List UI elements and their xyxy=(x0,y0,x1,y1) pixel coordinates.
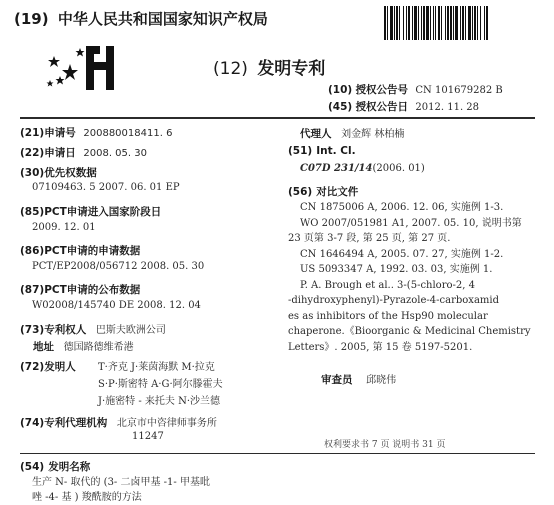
office-name: 中华人民共和国国家知识产权局 xyxy=(57,10,268,28)
reference-line: -dihydroxyphenyl)-Pyrazole-4-carboxamid xyxy=(288,295,499,306)
field-pct-app: (86)PCT申请的申请数据 xyxy=(20,245,141,257)
app-no-value: 200880018411. 6 xyxy=(83,128,173,139)
doc-type-label: 发明专利 xyxy=(257,59,326,79)
title-line: 生产 N- 取代的 (3- 二卤甲基 -1- 甲基吡 xyxy=(32,477,210,488)
intcl-class: C07D 231/14 xyxy=(300,163,373,174)
assignee-value: 巴斯夫欧洲公司 xyxy=(95,325,166,336)
references-list xyxy=(288,200,531,355)
field-pct-pub: (87)PCT申请的公布数据 xyxy=(20,284,141,296)
agent-value: 刘金辉 林柏楠 xyxy=(341,129,405,140)
address-value: 德国路德维希港 xyxy=(63,342,134,353)
field-title: (54) 发明名称 xyxy=(20,461,91,473)
examiner-value: 邱晓伟 xyxy=(366,375,397,386)
field-assignee: (73)专利权人 巴斯夫欧洲公司 xyxy=(20,324,166,336)
agency-code: 11247 xyxy=(132,431,164,442)
header-divider xyxy=(20,117,535,119)
pub-no-code: (10) xyxy=(328,84,353,96)
field-pct-entry: (85)PCT申请进入国家阶段日 xyxy=(20,206,162,218)
invention-title xyxy=(32,475,210,505)
app-date-value: 2008. 05. 30 xyxy=(83,148,147,159)
inventor-line: J·施密特 - 来托夫 N·沙兰德 xyxy=(98,396,221,407)
pub-no-value: CN 101679282 B xyxy=(415,85,503,96)
field-agent: 代理人 刘金辉 林柏楠 xyxy=(300,128,405,140)
inventor-line: T·齐克 J·莱茵海默 M·拉克 xyxy=(98,362,215,373)
intcl-date: (2006. 01) xyxy=(372,163,425,174)
barcode-bar xyxy=(488,6,490,40)
field-priority: (30)优先权数据 xyxy=(20,167,97,179)
reference-line: CN 1875006 A, 2006. 12. 06, 实施例 1-3. xyxy=(300,202,504,213)
field-address: 地址 德国路德维希港 xyxy=(33,341,134,353)
page-count: 权利要求书 7 页 说明书 31 页 xyxy=(324,440,446,450)
pct-app-value: PCT/EP2008/056712 2008. 05. 30 xyxy=(32,261,205,272)
pub-date-value: 2012. 11. 28 xyxy=(415,102,480,113)
footer-divider xyxy=(20,453,535,454)
title-line: 唑 -4- 基 ) 羧酰胺的方法 xyxy=(32,492,142,503)
office-header xyxy=(14,8,268,29)
reference-line: chaperone.《Bioorganic & Medicinal Chemistry xyxy=(288,326,531,337)
document-type xyxy=(213,54,325,79)
reference-line: US 5093347 A, 1992. 03. 03, 实施例 1. xyxy=(300,264,493,275)
reference-line: 23 页第 3-7 段, 第 25 页, 第 27 页. xyxy=(288,233,451,244)
barcode xyxy=(384,6,490,40)
pub-date-code: (45) xyxy=(328,101,353,113)
publication-number xyxy=(328,82,503,97)
inventor-line: S·P·斯密特 A·G·阿尔滕霍夫 xyxy=(98,379,223,390)
reference-line: Letters》. 2005, 第 15 卷 5197-5201. xyxy=(288,341,473,353)
reference-line: es as inhibitors of the Hsp90 molecular xyxy=(288,310,488,322)
publication-date xyxy=(328,99,479,114)
pub-no-label: 授权公告号 xyxy=(355,84,409,96)
reference-line: CN 1646494 A, 2005. 07. 27, 实施例 1-2. xyxy=(300,248,504,260)
intcl-value xyxy=(300,163,425,174)
office-code: (19) xyxy=(14,10,49,28)
reference-line: P. A. Brough et al.. 3-(5-chloro-2, 4 xyxy=(300,279,475,291)
doc-code: (12) xyxy=(213,59,248,79)
field-app-date: (22)申请日 2008. 05. 30 xyxy=(20,147,147,159)
inventors-list xyxy=(98,359,223,410)
pub-date-label: 授权公告日 xyxy=(355,101,409,113)
field-inventors: (72)发明人 xyxy=(20,361,76,373)
pct-entry-value: 2009. 12. 01 xyxy=(32,222,96,233)
sipo-emblem-logo xyxy=(40,42,130,94)
field-references: (56) 对比文件 xyxy=(288,186,359,198)
agency-value: 北京市中咨律师事务所 xyxy=(116,418,217,429)
pct-pub-value: W02008/145740 DE 2008. 12. 04 xyxy=(32,300,201,311)
field-intcl: (51) Int. Cl. xyxy=(288,145,356,157)
priority-value: 07109463. 5 2007. 06. 01 EP xyxy=(32,182,180,193)
field-examiner: 审查员 邱晓伟 xyxy=(321,374,397,386)
reference-line: WO 2007/051981 A1, 2007. 05. 10, 说明书第 xyxy=(300,217,522,229)
field-app-no: (21)申请号 200880018411. 6 xyxy=(20,127,173,139)
field-agency: (74)专利代理机构 北京市中咨律师事务所 xyxy=(20,417,217,429)
